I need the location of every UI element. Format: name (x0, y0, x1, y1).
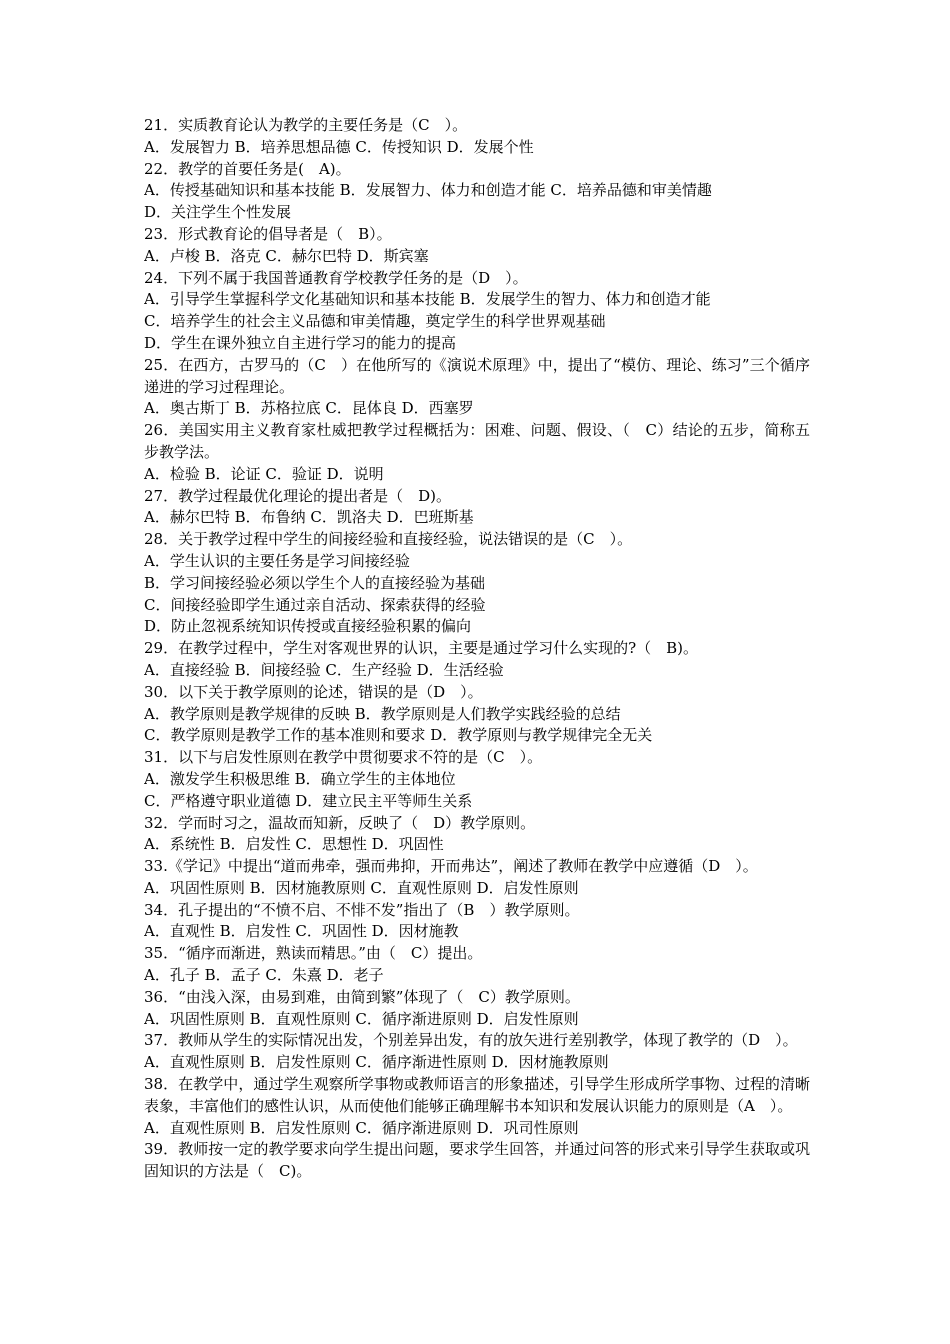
question-35-options: A．孔子 B．孟子 C．朱熹 D．老子 (144, 966, 384, 985)
question-23-options: A．卢梭 B．洛克 C．赫尔巴特 D．斯宾塞 (144, 246, 429, 265)
question-29-options: A．直接经验 B．间接经验 C．生产经验 D．生活经验 (144, 660, 504, 679)
question-22-options: A．传授基础知识和基本技能 B．发展智力、体力和创造才能 C．培养品德和审美情趣 (144, 181, 712, 200)
question-29: 29．在教学过程中，学生对客观世界的认识，主要是通过学习什么实现的?（ B)。 (144, 639, 699, 658)
question-27: 27．教学过程最优化理论的提出者是（ D)。 (144, 486, 451, 505)
question-28-option-b: B．学习间接经验必须以学生个人的直接经验为基础 (144, 573, 486, 592)
question-23: 23．形式教育论的倡导者是（ B）。 (144, 224, 392, 243)
question-36: 36．“由浅入深，由易到难，由简到繁”体现了（ C）教学原则。 (144, 987, 580, 1006)
question-24: 24．下列不属于我国普通教育学校教学任务的是（D ）。 (144, 268, 528, 287)
question-28-option-a: A．学生认识的主要任务是学习间接经验 (144, 551, 410, 570)
question-30-option-cd: C．教学原则是教学工作的基本准则和要求 D．教学原则与教学规律完全无关 (144, 726, 653, 745)
question-31: 31．以下与启发性原则在教学中贯彻要求不符的是（C ）。 (144, 748, 543, 767)
question-35: 35．“循序而渐进，熟读而精思。”由（ C）提出。 (144, 944, 483, 963)
question-24-option-ab: A．引导学生掌握科学文化基础知识和基本技能 B．发展学生的智力、体力和创造才能 (144, 290, 711, 309)
question-21-options: A．发展智力 B．培养思想品德 C．传授知识 D．发展个性 (144, 137, 534, 156)
question-33-options: A．巩固性原则 B．因材施教原则 C．直观性原则 D．启发性原则 (144, 878, 579, 897)
question-list (144, 115, 810, 1183)
question-24-option-c: C．培养学生的社会主义品德和审美情趣，奠定学生的科学世界观基础 (144, 312, 606, 331)
question-34: 34．孔子提出的“不愤不启、不悱不发”指出了（B ）教学原则。 (144, 900, 580, 919)
question-27-options: A．赫尔巴特 B．布鲁纳 C．凯洛夫 D．巴班斯基 (144, 508, 474, 527)
question-30-option-ab: A．教学原则是教学规律的反映 B．教学原则是人们教学实践经验的总结 (144, 704, 621, 723)
question-24-option-d: D．学生在课外独立自主进行学习的能力的提高 (144, 333, 457, 352)
question-33: 33.《学记》中提出“道而弗牵，强而弗抑，开而弗达”，阐述了教师在教学中应遵循（D ）。 (144, 857, 758, 876)
question-31-option-ab: A．激发学生积极思维 B．确立学生的主体地位 (144, 769, 456, 788)
question-34-options: A．直观性 B．启发性 C．巩固性 D．因材施教 (144, 922, 459, 941)
question-25-options: A．奥古斯丁 B．苏格拉底 C．昆体良 D．西塞罗 (144, 399, 474, 418)
question-37: 37．教师从学生的实际情况出发，个别差异出发，有的放矢进行差别教学，体现了教学的（D ）。 (144, 1031, 798, 1050)
question-31-option-cd: C．严格遵守职业道德 D．建立民主平等师生关系 (144, 791, 473, 810)
question-32-options: A．系统性 B．启发性 C．思想性 D．巩固性 (144, 835, 444, 854)
question-28: 28．关于教学过程中学生的间接经验和直接经验，说法错误的是（C ）。 (144, 530, 633, 549)
question-28-option-c: C．间接经验即学生通过亲自活动、探索获得的经验 (144, 595, 486, 614)
question-38-options: A．直观性原则 B．启发性原则 C．循序渐进原则 D．巩司性原则 (144, 1118, 579, 1137)
question-30: 30．以下关于教学原则的论述，错误的是（D ）。 (144, 682, 483, 701)
question-36-options: A．巩固性原则 B．直观性原则 C．循序渐进原则 D．启发性原则 (144, 1009, 579, 1028)
question-22: 22．教学的首要任务是( A)。 (144, 159, 351, 178)
question-22-options-cont: D．关注学生个性发展 (144, 203, 292, 222)
question-28-option-d: D．防止忽视系统知识传授或直接经验积累的偏向 (144, 617, 472, 636)
question-26-options: A．检验 B．论证 C．验证 D．说明 (144, 464, 384, 483)
question-32: 32．学而时习之，温故而知新，反映了（ D）教学原则。 (144, 813, 536, 832)
question-38: 38．在教学中，通过学生观察所学事物或教师语言的形象描述，引导学生形成所学事物、过程的清晰表象，丰富他们的感性认识，从而使他们能够正确理解书本知识和发展认识能力的原则是（A ）。 (144, 1075, 810, 1115)
question-21: 21．实质教育论认为教学的主要任务是（C ）。 (144, 116, 468, 134)
question-25: 25．在西方，古罗马的（C ）在他所写的《演说术原理》中，提出了“模仿、理论、练习”三个循序递进的学习过程理论。 (144, 355, 810, 396)
question-26: 26．美国实用主义教育家杜威把教学过程概括为：困难、问题、假设、（ C）结论的五步，简称五步教学法。 (144, 421, 810, 461)
question-39: 39．教师按一定的教学要求向学生提出问题，要求学生回答，并通过问答的形式来引导学生获取或巩固知识的方法是（ C)。 (144, 1140, 810, 1181)
question-37-options: A．直观性原则 B．启发性原则 C．循序渐进性原则 D．因材施教原则 (144, 1053, 609, 1072)
